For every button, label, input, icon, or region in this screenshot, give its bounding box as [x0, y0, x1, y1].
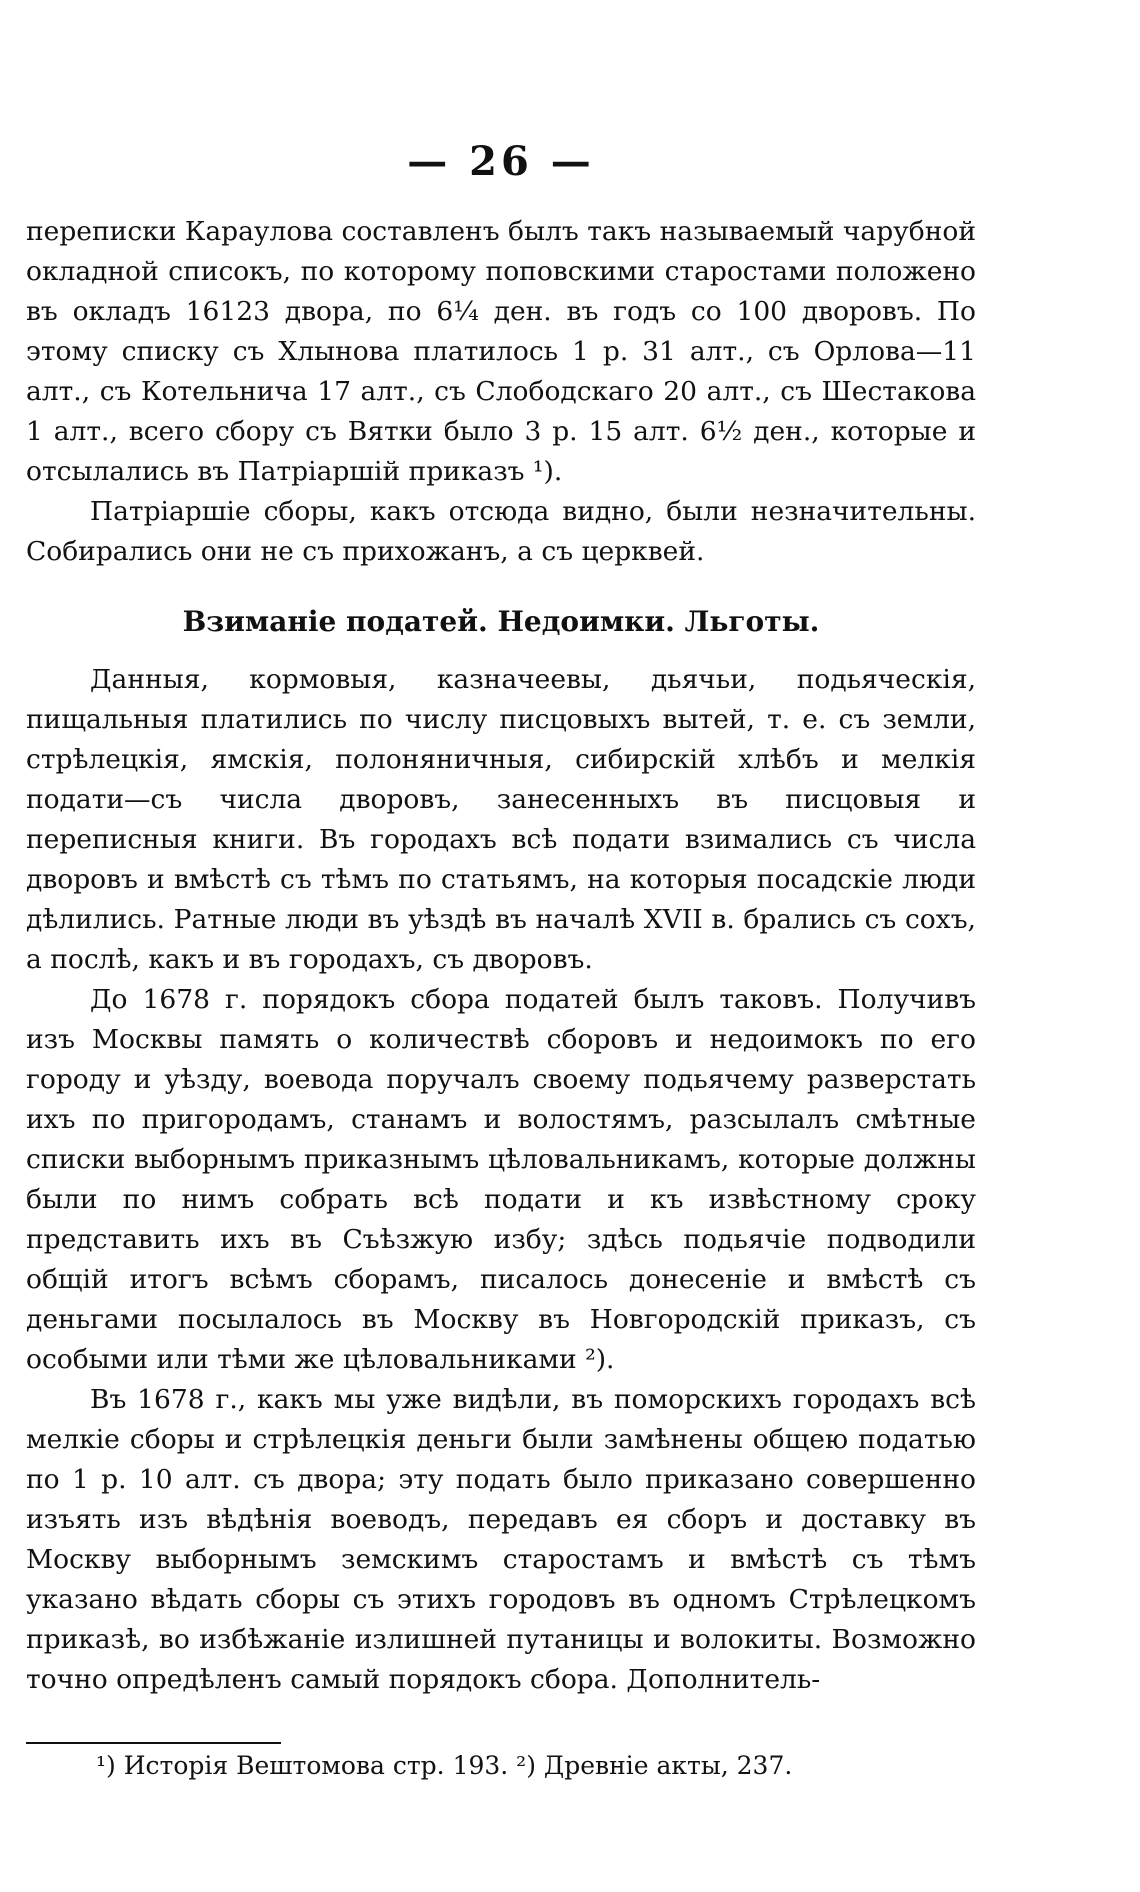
section-heading: Взиманіе податей. Недоимки. Льготы. [182, 605, 820, 638]
page-number: — 26 — [407, 138, 595, 185]
paragraph-1678-reform: Въ 1678 г., какъ мы уже видѣли, въ поморскихъ городахъ всѣ мелкіе сборы и стрѣлецкія деньги были замѣнены общею податью по 1 р. 10 алт. съ двора; эту подать было приказано совершенно изъять изъ вѣдѣнія воеводъ, передавъ ея сборъ и доставку въ Москву выборнымъ земскимъ старостамъ и вмѣстѣ съ тѣмъ указано вѣдать сборы съ этихъ городовъ въ одномъ Стрѣлецкомъ приказѣ, во избѣжаніе излишней путаницы и волокиты. Возможно точно опредѣленъ самый порядокъ сбора. Дополнитель- [26, 1384, 976, 1695]
paragraph-collection-order: До 1678 г. порядокъ сбора податей былъ таковъ. Получивъ изъ Москвы память о количествѣ сборовъ и недоимокъ по его городу и уѣзду, воевода поручалъ своему подьячему разверстать ихъ по пригородамъ, станамъ и волостямъ, разсылалъ смѣтные списки выборнымъ приказнымъ цѣловальникамъ, которые должны были по нимъ собрать всѣ подати и къ извѣстному сроку представить ихъ въ Съѣзжую избу; здѣсь подьячіе подводили общій итогъ всѣмъ сборамъ, писалось донесеніе и вмѣстѣ съ деньгами посылалось въ Москву въ Новгородскій приказъ, съ особыми или тѣми же цѣловальниками ²). [26, 984, 976, 1375]
paragraph-patriarchal-levies: Патріаршіе сборы, какъ отсюда видно, были незначительны. Собирались они не съ прихожанъ, а съ церквей. [26, 496, 976, 567]
text-block-main [26, 660, 976, 1700]
paragraph-continuation: переписки Караулова составленъ былъ такъ называемый чарубной окладной списокъ, по которому поповскими старостами положено въ окладъ 16123 двора, по 6¼ ден. въ годъ со 100 дворовъ. По этому списку съ Хлынова платилось 1 р. 31 алт., съ Орлова—11 алт., съ Котельнича 17 алт., съ Слободскаго 20 алт., съ Шестакова 1 алт., всего сбору съ Вятки было 3 р. 15 алт. 6½ ден., которые и отсылались въ Патріаршій приказъ ¹). [26, 216, 976, 487]
book-page [26, 0, 976, 1892]
text-block-top [26, 212, 976, 572]
footnote: ¹) Исторія Вештомова стр. 193. ²) Древніе акты, 237. [96, 1751, 793, 1780]
footnote-divider [26, 1742, 281, 1744]
paragraph-levies: Данныя, кормовыя, казначеевы, дьячьи, подьяческія, пищальныя платились по числу писцовыхъ вытей, т. е. съ земли, стрѣлецкія, ямскія, полоняничныя, сибирскій хлѣбъ и мелкія подати—съ числа дворовъ, занесенныхъ въ писцовыя и переписныя книги. Въ городахъ всѣ подати взимались съ числа дворовъ и вмѣстѣ съ тѣмъ по статьямъ, на которыя посадскіе люди дѣлились. Ратные люди въ уѣздѣ въ началѣ XVII в. брались съ сохъ, а послѣ, какъ и въ городахъ, съ дворовъ. [26, 664, 976, 975]
